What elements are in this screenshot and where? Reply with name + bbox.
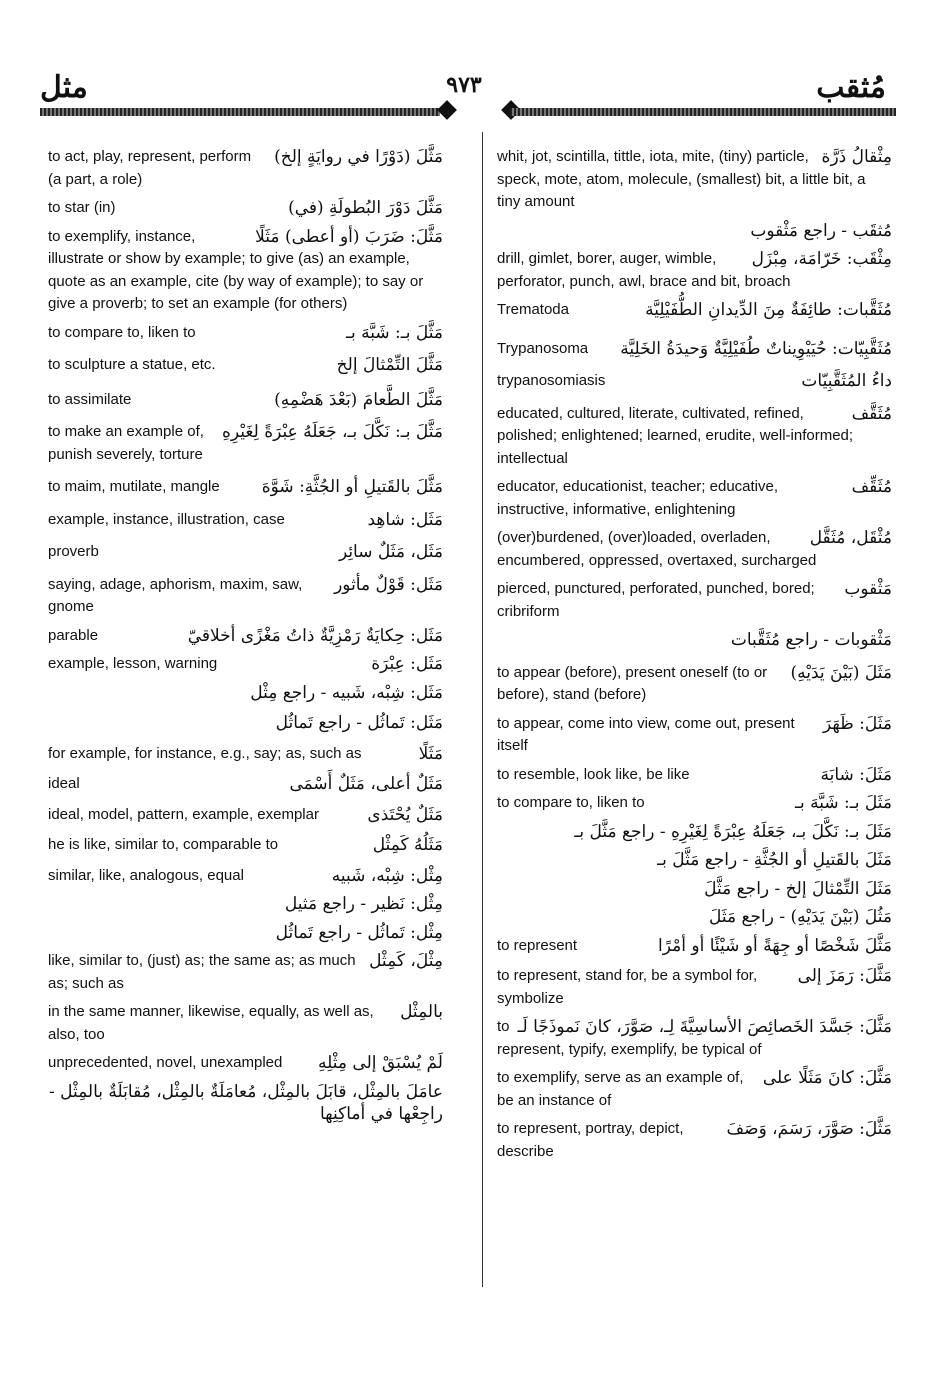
dictionary-entry — [497, 403, 892, 471]
dictionary-entry — [48, 389, 443, 412]
dictionary-entry — [48, 834, 443, 857]
arabic-headword: مَثَلَ بـ: نَكَّلَ بـ، جَعَلَهُ عِبْرَةً لِغَيْرِهِ - راجع مَثَّلَ بـ — [574, 821, 892, 842]
arabic-headword: مَثَلَ بالقَتيلِ أو الجُثَّةِ - راجع مَثَّلَ بـ — [657, 850, 892, 870]
english-definition: to make an example of, punish severely, torture — [48, 423, 204, 463]
column-divider — [482, 132, 483, 1287]
dictionary-entry — [48, 476, 443, 499]
english-definition: unprecedented, novel, unexampled — [48, 1054, 283, 1071]
dictionary-entry — [48, 950, 443, 995]
dictionary-entry — [497, 849, 892, 872]
dictionary-entry — [497, 764, 892, 787]
dictionary-entry — [497, 792, 892, 815]
diamond-ornament-left — [437, 100, 457, 120]
dictionary-entry — [497, 220, 892, 243]
arabic-headword: مَثَلٌ أعلى، مَثَلٌ أَسْمَى — [289, 774, 443, 794]
arabic-headword: مَثَّلَ: ضَرَبَ (أو أعطى) مَثَلًا — [255, 226, 443, 247]
english-definition: to assimilate — [48, 390, 132, 408]
dictionary-entry — [48, 712, 443, 735]
arabic-headword: مَثَّلَ الطَّعامَ (بَعْدَ هَضْمِهِ) — [274, 389, 443, 410]
arabic-headword: مِثْلَ، كَمِثْل — [369, 951, 443, 971]
arabic-headword: مُثَقَّف — [851, 403, 892, 424]
arabic-headword: مَثَّلَ التِّمْثالَ إلخ — [336, 355, 443, 375]
page-number: ٩٧٣ — [446, 72, 482, 98]
arabic-headword: مَثَّلَ: رَمَزَ إلى — [797, 966, 892, 986]
english-definition: to compare to, liken to — [48, 323, 196, 341]
english-definition: to resemble, look like, be like — [497, 765, 690, 783]
dictionary-entry — [48, 625, 443, 648]
english-definition: pierced, punctured, perforated, punched, bored; cribriform — [497, 580, 815, 620]
dictionary-entry — [497, 878, 892, 901]
dictionary-entry — [497, 248, 892, 293]
dictionary-entry — [48, 922, 443, 945]
header-rule-right — [510, 108, 896, 116]
arabic-headword: مَثَّلَ بـ: نَكَّلَ بـ، جَعَلَهُ عِبْرَةً لِغَيْرِهِ — [222, 422, 443, 442]
dictionary-entry — [497, 370, 892, 393]
arabic-headword: مَثَّلَ (دَوْرًا في روايَةٍ إلخ) — [274, 147, 443, 167]
dictionary-entry — [497, 662, 892, 707]
english-definition: ideal — [48, 775, 80, 792]
dictionary-entry — [497, 1118, 892, 1163]
arabic-headword: مُثَقَّبِيّات: حُيَيْوِيناتٌ طُفَيْلِيَّةٌ وَحيدَةُ الخَلِيَّة — [620, 338, 892, 359]
dictionary-entry — [48, 146, 443, 191]
arabic-headword: مَثَّلَ: صَوَّرَ، رَسَمَ، وَصَفَ — [726, 1119, 892, 1139]
dictionary-entry — [48, 322, 443, 345]
english-definition: example, lesson, warning — [48, 655, 218, 672]
dictionary-entry — [48, 743, 443, 766]
arabic-headword: مَثَلُهُ كَمِثْل — [372, 835, 443, 855]
dictionary-entry — [48, 226, 443, 316]
arabic-headword: لَمْ يُسْبَقْ إلى مِثْلِهِ — [318, 1053, 443, 1073]
english-definition: to exemplify, instance, illustrate or show by example; to give (as) an example, quote as an example, cite (by way of example); to say or give a proverb; to set an example (for others) — [48, 227, 424, 312]
dictionary-entry — [48, 773, 443, 796]
dictionary-entry — [497, 578, 892, 623]
english-definition: to exemplify, serve as an example of, be an instance of — [497, 1069, 744, 1109]
dictionary-entry — [48, 804, 443, 827]
dictionary-entry — [497, 476, 892, 521]
english-definition: example, instance, illustration, case — [48, 510, 285, 528]
dictionary-entry — [48, 1052, 443, 1075]
right-guide-word: مُثقب — [816, 70, 886, 105]
english-definition: to represent — [497, 936, 578, 954]
dictionary-entry — [497, 965, 892, 1010]
dictionary-entry — [497, 629, 892, 652]
dictionary-entry — [497, 821, 892, 844]
english-definition: ideal, model, pattern, example, exemplar — [48, 805, 319, 823]
arabic-headword: مِثْقَب: خَرّامَة، مِبْزَل — [751, 249, 892, 269]
arabic-headword: مُثَقِّف — [851, 477, 892, 497]
english-definition: to appear (before), present oneself (to or before), stand (before) — [497, 663, 768, 703]
arabic-headword: داءُ المُثَقَّبِيّات — [801, 371, 892, 391]
arabic-headword: مِثْل: نَظير - راجع مَثيل — [284, 894, 443, 914]
english-definition: educator, educationist, teacher; educative, instructive, informative, enlightening — [497, 478, 779, 518]
arabic-headword: مَثَل: تَماثُل - راجع تَماثُل — [275, 713, 443, 733]
arabic-headword: مَثَّلَ بالقَتيلِ أو الجُثَّةِ: شَوَّهَ — [261, 477, 443, 497]
arabic-headword: مَثَل: شِبْه، شَبيه - راجع مِثْل — [250, 682, 443, 703]
dictionary-entry — [497, 1067, 892, 1112]
dictionary-entry — [48, 541, 443, 564]
arabic-headword: مَثَل: قَوْلٌ مأثور — [334, 574, 443, 595]
dictionary-entry — [48, 865, 443, 888]
arabic-headword: مَثَّلَ بـ: شَبَّهَ بـ — [346, 322, 443, 343]
arabic-headword: مِثْل: شِبْه، شَبيه — [331, 865, 443, 886]
arabic-headword: مِثْل: تَماثُل - راجع تَماثُل — [275, 922, 443, 943]
english-definition: in the same manner, likewise, equally, as well as, also, too — [48, 1003, 374, 1043]
left-guide-word: مثل — [40, 70, 88, 105]
dictionary-entry — [48, 653, 443, 676]
dictionary-entry — [497, 1016, 892, 1061]
arabic-headword: مُثَقَّبات: طائِفَةٌ مِنَ الدِّيدانِ الطُّفَيْلِيَّة — [645, 300, 892, 320]
dictionary-entry — [48, 574, 443, 619]
arabic-headword: مَثَلَ التِّمْثالَ إلخ - راجع مَثَّلَ — [704, 878, 892, 899]
english-definition: Trematoda — [497, 301, 569, 318]
arabic-headword: مَثْقوب — [844, 579, 892, 599]
arabic-headword: مَثَلٌ يُحْتَذى — [367, 804, 443, 825]
arabic-headword: مَثْقوبات - راجع مُثَقَّبات — [730, 630, 892, 650]
dictionary-entry — [48, 354, 443, 377]
dictionary-entry — [497, 146, 892, 214]
arabic-headword: مَثَلَ (بَيْنَ يَدَيْهِ) — [790, 662, 892, 683]
english-definition: to star (in) — [48, 199, 116, 216]
english-definition: to sculpture a statue, etc. — [48, 356, 216, 373]
english-definition: saying, adage, aphorism, maxim, saw, gnome — [48, 575, 303, 615]
dictionary-entry — [48, 509, 443, 532]
english-definition: to represent, stand for, be a symbol for, symbolize — [497, 967, 758, 1007]
arabic-headword: مَثَّلَ دَوْرَ البُطولَةِ (في) — [288, 198, 443, 218]
dictionary-entry — [48, 197, 443, 220]
arabic-headword: بالمِثْل — [400, 1002, 443, 1022]
arabic-headword: مَثَلَ بـ: شَبَّهَ بـ — [795, 793, 892, 813]
arabic-headword: مَثَل: حِكايَةٌ رَمْزِيَّةٌ ذاتُ مَغْزًى أخلاقيّ — [187, 625, 443, 646]
dictionary-entry — [497, 713, 892, 758]
english-definition: trypanosomiasis — [497, 372, 606, 389]
arabic-headword: مُثقَب - راجع مَثْقوب — [750, 220, 892, 241]
arabic-headword: مَثَّلَ: كانَ مَثَلًا على — [762, 1068, 892, 1088]
arabic-headword: مَثَل: عِبْرَة — [371, 654, 443, 674]
dictionary-entry — [497, 906, 892, 929]
arabic-headword: مَثَلَ: شابَهَ — [820, 764, 892, 785]
arabic-headword: مَثَلَ: ظَهَرَ — [823, 713, 892, 734]
english-definition: Trypanosoma — [497, 339, 589, 357]
english-definition: whit, jot, scintilla, tittle, iota, mite, (tiny) particle, speck, mote, atom, molecule, (smallest) bit, a little bit, a tiny amount — [497, 148, 866, 210]
dictionary-entry — [497, 935, 892, 958]
arabic-headword: مَثَل، مَثَلٌ سائِر — [338, 542, 443, 562]
english-definition: he is like, similar to, comparable to — [48, 836, 279, 853]
arabic-headword: مِثْقالُ ذَرَّة — [821, 147, 892, 167]
english-definition: to maim, mutilate, mangle — [48, 478, 220, 495]
english-definition: drill, gimlet, borer, auger, wimble, perforator, punch, awl, brace and bit, broach — [497, 250, 791, 290]
english-definition: (over)burdened, (over)loaded, overladen, encumbered, oppressed, overtaxed, surcharged — [497, 529, 817, 569]
arabic-headword: مُثْقَل، مُثَقَّل — [809, 528, 892, 548]
dictionary-entry — [48, 421, 443, 466]
dictionary-entry — [48, 893, 443, 916]
arabic-headword: مَثَّلَ شَخْصًا أو جِهَةً أو شَيْئًا أو أمْرًا — [658, 935, 892, 956]
right-column — [497, 140, 892, 1163]
english-definition: similar, like, analogous, equal — [48, 866, 244, 884]
english-definition: educated, cultured, literate, cultivated, refined, polished; enlightened; learned, erudite, well-informed; intellectual — [497, 404, 854, 467]
arabic-headword: مَثَل: شاهِد — [367, 509, 443, 530]
english-definition: for example, for instance, e.g., say; as, such as — [48, 744, 362, 762]
english-definition: to represent, typify, exemplify, be typical of — [497, 1018, 762, 1058]
arabic-headword: عامَلَ بالمِثْل، قابَلَ بالمِثْل، مُعامَلَةٌ بالمِثْل، مُقابَلَةٌ بالمِثْل - راجِعْها في أماكِنِها — [48, 1081, 443, 1124]
arabic-headword: مَثَّلَ: جَسَّدَ الخَصائِصَ الأساسِيَّةَ لِـ، صَوَّرَ، كانَ نَموذَجًا لَـ — [517, 1017, 892, 1037]
dictionary-entry — [48, 1081, 443, 1126]
arabic-headword: مَثُلَ (بَيْنَ يَدَيْهِ) - راجع مَثَلَ — [708, 907, 892, 927]
dictionary-entry — [48, 1001, 443, 1046]
dictionary-entry — [48, 682, 443, 705]
english-definition: to appear, come into view, come out, present itself — [497, 714, 795, 754]
dictionary-entry — [497, 527, 892, 572]
header-rule-left — [40, 108, 440, 116]
english-definition: parable — [48, 626, 99, 644]
arabic-headword: مَثَلًا — [418, 743, 443, 764]
page-header — [0, 70, 928, 130]
dictionary-entry — [497, 299, 892, 322]
english-definition: proverb — [48, 543, 99, 560]
english-definition: to compare to, liken to — [497, 794, 645, 811]
left-column — [48, 140, 443, 1126]
english-definition: to represent, portray, depict, describe — [497, 1120, 684, 1160]
english-definition: to act, play, represent, perform (a part, a role) — [48, 148, 252, 188]
dictionary-entry — [497, 338, 892, 361]
english-definition: like, similar to, (just) as; the same as; as much as; such as — [48, 952, 356, 992]
